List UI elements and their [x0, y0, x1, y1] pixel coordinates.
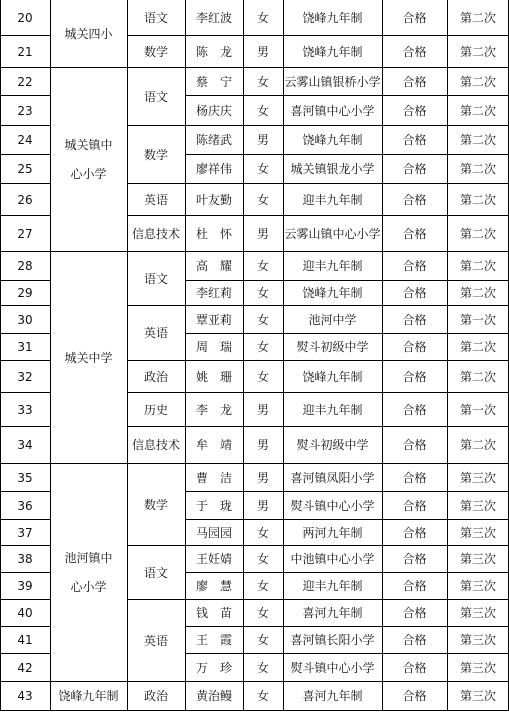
assessment-result: 合格	[402, 369, 427, 384]
teacher-name: 王妊婧	[195, 552, 232, 566]
column-divider	[50, 0, 51, 711]
subject: 数学	[143, 497, 168, 512]
subject: 政治	[143, 689, 168, 703]
origin-school: 迎丰九年制	[302, 402, 363, 417]
assessment-result: 合格	[402, 525, 427, 540]
assessment-result: 合格	[402, 498, 427, 513]
row-number: 23	[17, 103, 33, 118]
origin-school: 饶峰九年制	[302, 369, 363, 384]
row-number: 31	[17, 340, 33, 354]
assessment-result: 合格	[402, 552, 427, 566]
batch: 第三次	[459, 498, 496, 513]
gender: 女	[256, 340, 269, 354]
teacher-name: 杨庆庆	[195, 103, 232, 118]
assessment-result: 合格	[402, 438, 427, 452]
row-number: 42	[17, 660, 33, 675]
row-number: 40	[17, 606, 33, 620]
batch: 第三次	[459, 606, 496, 620]
gender: 女	[256, 579, 269, 593]
row-number: 28	[17, 259, 33, 273]
subject: 英语	[143, 633, 168, 648]
school-name: 城关镇中心小学	[64, 138, 113, 181]
subject: 语文	[143, 10, 168, 25]
origin-school: 两河九年制	[302, 525, 363, 540]
origin-school: 迎丰九年制	[302, 192, 363, 207]
assessment-result: 合格	[402, 44, 427, 59]
column-divider	[185, 0, 186, 711]
assessment-result: 合格	[402, 259, 427, 273]
gender: 男	[256, 44, 269, 59]
school-divider	[50, 710, 127, 711]
teacher-name: 姚 珊	[195, 369, 232, 384]
teacher-name: 曹 洁	[195, 470, 232, 485]
subject: 语文	[143, 565, 168, 580]
gender: 男	[256, 133, 269, 147]
batch: 第二次	[459, 286, 496, 300]
column-divider	[0, 0, 1, 711]
origin-school: 熨斗初级中学	[296, 438, 369, 452]
assessment-result: 合格	[402, 312, 427, 327]
subject: 信息技术	[131, 438, 180, 452]
origin-school: 迎丰九年制	[302, 579, 363, 593]
column-divider	[382, 0, 383, 711]
batch: 第一次	[459, 402, 496, 417]
gender: 女	[256, 552, 269, 566]
batch: 第二次	[459, 10, 496, 25]
batch: 第二次	[459, 74, 496, 89]
row-number: 36	[17, 498, 33, 513]
teacher-name: 马园园	[195, 525, 232, 540]
batch: 第二次	[459, 226, 496, 241]
gender: 女	[256, 286, 269, 300]
row-number: 30	[17, 312, 33, 327]
teacher-name: 陈 龙	[195, 44, 232, 59]
batch: 第三次	[459, 660, 496, 675]
row-number: 38	[17, 552, 33, 566]
assessment-result: 合格	[402, 133, 427, 147]
teacher-name: 陈绪武	[195, 133, 232, 147]
gender: 女	[256, 525, 269, 540]
teacher-name: 牟 靖	[195, 438, 232, 452]
row-number: 29	[17, 286, 33, 300]
row-number: 24	[17, 133, 33, 147]
assessment-result: 合格	[402, 10, 427, 25]
origin-school: 喜河九年制	[302, 606, 363, 620]
column-divider	[447, 0, 448, 711]
row-number: 35	[17, 470, 33, 485]
teacher-name: 蔡 宁	[195, 74, 232, 89]
gender: 女	[256, 10, 269, 25]
batch: 第三次	[459, 633, 496, 647]
origin-school: 池河中学	[308, 312, 357, 327]
assessment-result: 合格	[402, 633, 427, 647]
row-number: 21	[17, 44, 33, 59]
subject: 信息技术	[131, 226, 180, 241]
teacher-name: 李 龙	[195, 402, 232, 417]
row-number: 43	[17, 689, 33, 703]
teacher-name: 杜 怀	[195, 226, 232, 241]
assessment-result: 合格	[402, 286, 427, 300]
assessment-result: 合格	[402, 579, 427, 593]
origin-school: 城关镇银龙小学	[290, 162, 375, 176]
batch: 第一次	[459, 312, 496, 327]
gender: 女	[256, 369, 269, 384]
teacher-name: 李红莉	[195, 286, 232, 300]
batch: 第三次	[459, 579, 496, 593]
gender: 女	[256, 606, 269, 620]
column-divider	[243, 0, 244, 711]
gender: 男	[256, 470, 269, 485]
origin-school: 喜河镇中心小学	[290, 103, 375, 118]
subject-divider	[127, 710, 185, 711]
column-divider	[283, 0, 284, 711]
school-name: 饶峰九年制	[58, 689, 119, 703]
assessment-result: 合格	[402, 192, 427, 207]
teacher-name: 黄治鳗	[195, 689, 232, 703]
column-divider	[127, 0, 128, 711]
origin-school: 熨斗初级中学	[296, 340, 369, 354]
batch: 第三次	[459, 525, 496, 540]
school-name: 池河镇中心小学	[64, 551, 113, 594]
gender: 女	[256, 312, 269, 327]
subject: 数学	[143, 44, 168, 59]
gender: 男	[256, 402, 269, 417]
teacher-name: 廖 慧	[195, 579, 232, 593]
batch: 第三次	[459, 552, 496, 566]
subject: 英语	[143, 326, 168, 340]
gender: 女	[256, 74, 269, 89]
teacher-name: 廖祥伟	[195, 162, 232, 176]
origin-school: 饶峰九年制	[302, 44, 363, 59]
assessment-result: 合格	[402, 689, 427, 703]
gender: 男	[256, 438, 269, 452]
origin-school: 云雾山镇银桥小学	[284, 74, 381, 89]
origin-school: 饶峰九年制	[302, 286, 363, 300]
assessment-result: 合格	[402, 162, 427, 176]
row-number: 34	[17, 438, 33, 452]
batch: 第二次	[459, 133, 496, 147]
assessment-result: 合格	[402, 606, 427, 620]
origin-school: 喜河九年制	[302, 689, 363, 703]
gender: 女	[256, 162, 269, 176]
origin-school: 熨斗镇中心小学	[290, 660, 375, 675]
assessment-result: 合格	[402, 226, 427, 241]
gender: 男	[256, 498, 269, 513]
row-number: 20	[17, 10, 33, 25]
row-number: 37	[17, 525, 33, 540]
gender: 男	[256, 226, 269, 241]
row-number: 25	[17, 162, 33, 176]
teacher-name: 覃亚莉	[195, 312, 232, 327]
origin-school: 饶峰九年制	[302, 10, 363, 25]
origin-school: 云雾山镇中心小学	[284, 226, 381, 241]
batch: 第三次	[459, 470, 496, 485]
teacher-name: 万 珍	[195, 660, 232, 675]
row-number: 27	[17, 226, 33, 241]
subject: 数学	[143, 147, 168, 162]
teacher-name: 周 瑞	[195, 340, 232, 354]
batch: 第二次	[459, 438, 496, 452]
assessment-result: 合格	[402, 74, 427, 89]
teacher-name: 王 霞	[195, 633, 232, 647]
origin-school: 喜河镇凤阳小学	[290, 470, 375, 485]
row-number: 41	[17, 633, 33, 647]
school-name: 城关四小	[64, 26, 113, 41]
subject: 历史	[143, 402, 168, 417]
assessment-result: 合格	[402, 103, 427, 118]
origin-school: 中池镇中心小学	[290, 552, 375, 566]
teacher-name: 钱 苗	[195, 606, 232, 620]
batch: 第二次	[459, 103, 496, 118]
subject: 英语	[143, 192, 168, 207]
batch: 第二次	[459, 259, 496, 273]
batch: 第三次	[459, 689, 496, 703]
row-number: 32	[17, 369, 33, 384]
assessment-result: 合格	[402, 340, 427, 354]
origin-school: 熨斗镇中心小学	[290, 498, 375, 513]
gender: 女	[256, 192, 269, 207]
batch: 第二次	[459, 44, 496, 59]
row-number: 22	[17, 74, 33, 89]
subject: 语文	[143, 271, 168, 286]
row-divider	[0, 710, 50, 711]
origin-school: 迎丰九年制	[302, 259, 363, 273]
batch: 第二次	[459, 192, 496, 207]
batch: 第二次	[459, 162, 496, 176]
gender: 女	[256, 259, 269, 273]
gender: 女	[256, 103, 269, 118]
subject: 语文	[143, 89, 168, 104]
origin-school: 饶峰九年制	[302, 133, 363, 147]
origin-school: 喜河镇长阳小学	[290, 633, 375, 647]
gender: 女	[256, 633, 269, 647]
subject: 政治	[143, 369, 168, 384]
row-divider	[185, 710, 509, 711]
row-number: 39	[17, 579, 33, 593]
assessment-result: 合格	[402, 660, 427, 675]
teacher-name: 高 耀	[195, 259, 232, 273]
gender: 女	[256, 660, 269, 675]
teacher-name: 李红波	[195, 10, 232, 25]
gender: 女	[256, 689, 269, 703]
assessment-result: 合格	[402, 402, 427, 417]
school-name: 城关中学	[64, 350, 113, 365]
batch: 第二次	[459, 369, 496, 384]
teacher-name: 于 珑	[195, 498, 232, 513]
row-number: 26	[17, 192, 33, 207]
row-number: 33	[17, 402, 33, 417]
teacher-name: 叶友勤	[195, 192, 232, 207]
assessment-result: 合格	[402, 470, 427, 485]
batch: 第二次	[459, 340, 496, 354]
